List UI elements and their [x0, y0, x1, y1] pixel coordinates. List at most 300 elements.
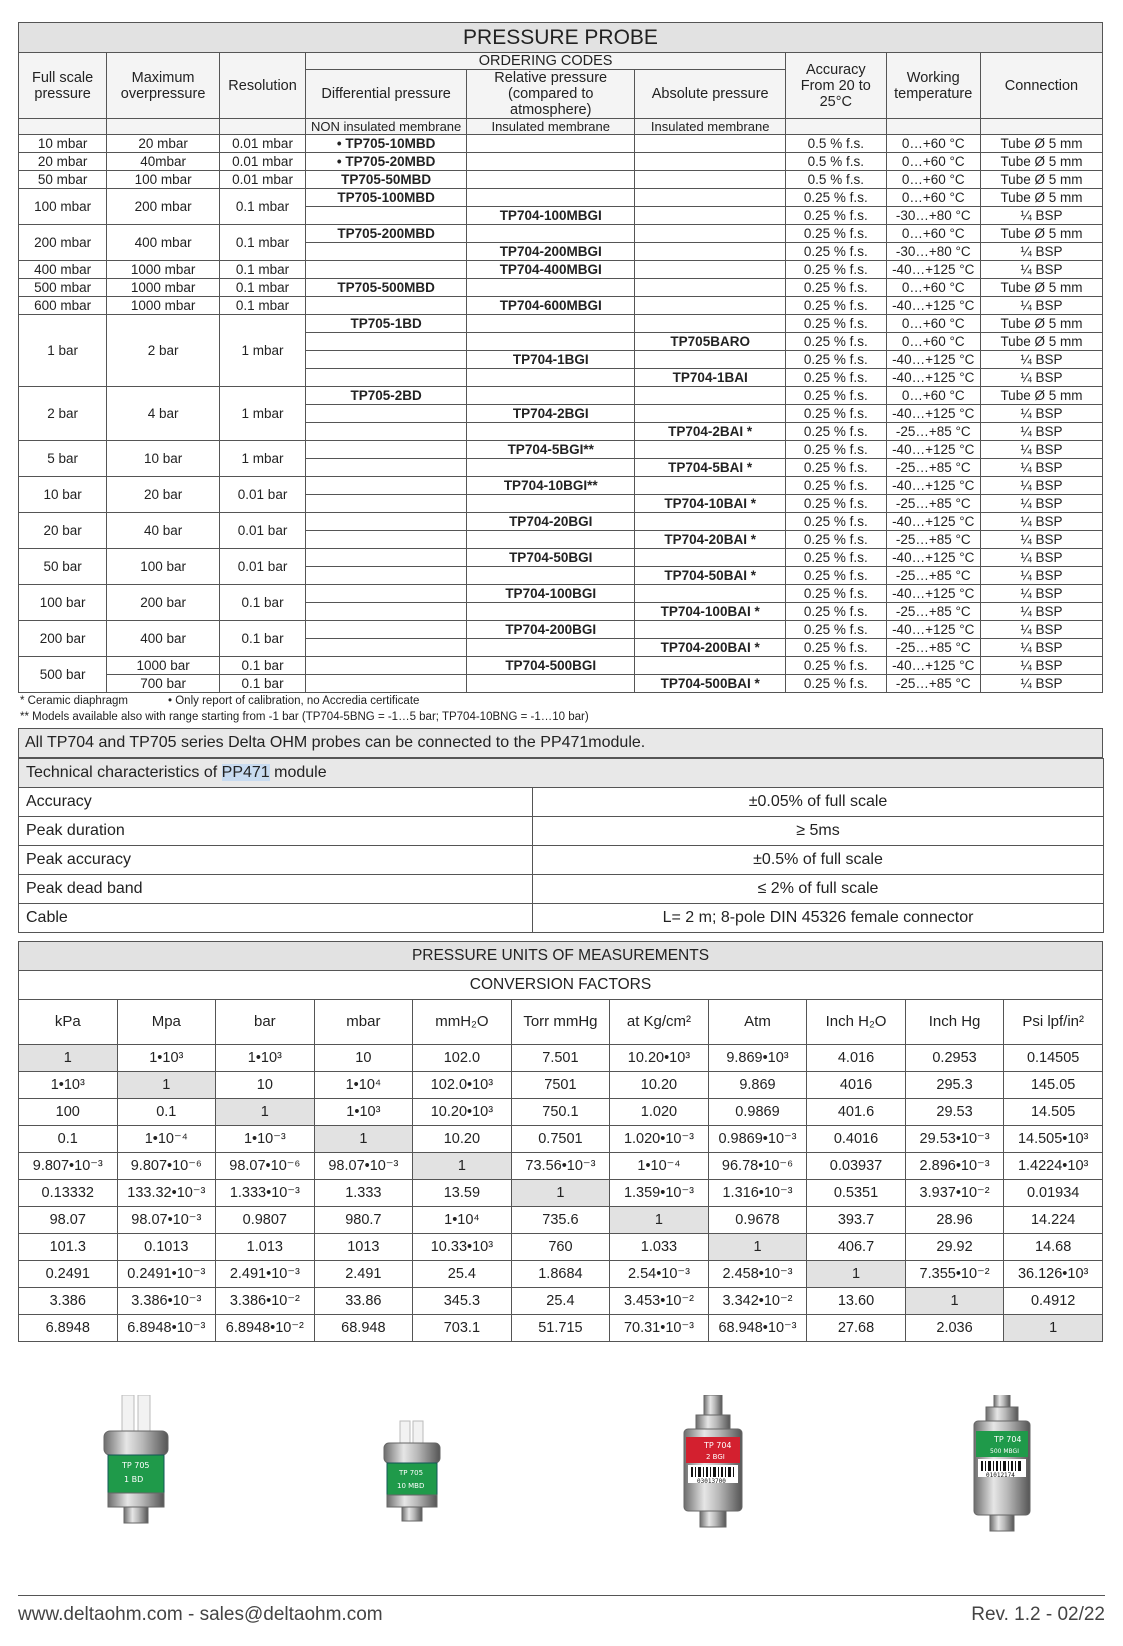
- cell-differential-code: [306, 603, 467, 621]
- cell-absolute-code: [635, 297, 786, 315]
- conversion-cell: 1: [19, 1045, 118, 1072]
- table-row: [19, 387, 1103, 405]
- note-calibration: • Only report of calibration, no Accredia certificate: [168, 695, 420, 707]
- cell-absolute-code: TP705BARO: [635, 333, 786, 351]
- unit-header: Inch Hg: [905, 1000, 1004, 1045]
- conversion-cell: 29.53•10⁻³: [905, 1126, 1004, 1153]
- tech-label: Accuracy: [19, 788, 533, 817]
- conversion-cell: 1.8684: [511, 1261, 610, 1288]
- cell-accuracy: 0.25 % f.s.: [786, 279, 887, 297]
- cell-temperature: 0…+60 °C: [886, 189, 980, 207]
- cell-absolute-code: [635, 189, 786, 207]
- conversion-cell: 0.9678: [708, 1207, 807, 1234]
- cell-full-scale: 1 bar: [19, 315, 107, 387]
- cell-overpressure: 1000 mbar: [107, 297, 220, 315]
- cell-absolute-code: [635, 153, 786, 171]
- conversion-row: [19, 1315, 1103, 1342]
- conversion-table: [18, 941, 1103, 1342]
- cell-overpressure: 40mbar: [107, 153, 220, 171]
- cell-accuracy: 0.25 % f.s.: [786, 657, 887, 675]
- conversion-cell: 1.4224•10³: [1004, 1153, 1103, 1180]
- conversion-cell: 1.013: [216, 1234, 315, 1261]
- cell-differential-code: TP705-500MBD: [306, 279, 467, 297]
- cell-absolute-code: TP704-1BAI: [635, 369, 786, 387]
- col-differential: Differential pressure: [306, 70, 467, 119]
- cell-temperature: 0…+60 °C: [886, 171, 980, 189]
- probe3-label2: 2 BGI: [706, 1453, 725, 1461]
- cell-differential-code: [306, 441, 467, 459]
- conversion-cell: 14.505: [1004, 1099, 1103, 1126]
- cell-absolute-code: [635, 387, 786, 405]
- cell-resolution: 1 mbar: [219, 315, 305, 387]
- cell-resolution: 0.01 mbar: [219, 171, 305, 189]
- conversion-cell: 9.807•10⁻³: [19, 1153, 118, 1180]
- conversion-cell: 4.016: [807, 1045, 906, 1072]
- cell-overpressure: 200 mbar: [107, 189, 220, 225]
- cell-differential-code: • TP705-20MBD: [306, 153, 467, 171]
- cell-full-scale: 100 bar: [19, 585, 107, 621]
- cell-overpressure: 2 bar: [107, 315, 220, 387]
- cell-connection: ¼ BSP: [980, 243, 1102, 261]
- conversion-cell: 393.7: [807, 1207, 906, 1234]
- probe3-label1: TP 704: [704, 1441, 732, 1450]
- cell-absolute-code: [635, 441, 786, 459]
- tech-row: [19, 817, 1104, 846]
- table-row: [19, 261, 1103, 279]
- cell-connection: ¼ BSP: [980, 639, 1102, 657]
- cell-resolution: 0.01 bar: [219, 513, 305, 549]
- tech-label: Peak duration: [19, 817, 533, 846]
- conversion-cell: 96.78•10⁻⁶: [708, 1153, 807, 1180]
- cell-full-scale: 600 mbar: [19, 297, 107, 315]
- cell-temperature: -40…+125 °C: [886, 621, 980, 639]
- pp471-title-text: Technical characteristics of: [26, 764, 222, 781]
- conversion-cell: 3.342•10⁻²: [708, 1288, 807, 1315]
- conversion-row: [19, 1207, 1103, 1234]
- conversion-cell: 6.8948: [19, 1315, 118, 1342]
- tech-row: [19, 846, 1104, 875]
- cell-differential-code: TP705-100MBD: [306, 189, 467, 207]
- pp471-title: [19, 759, 1104, 788]
- conversion-cell: 73.56•10⁻³: [511, 1153, 610, 1180]
- unit-header: Torr mmHg: [511, 1000, 610, 1045]
- cell-connection: ¼ BSP: [980, 261, 1102, 279]
- conversion-cell: 760: [511, 1234, 610, 1261]
- cell-relative-code: [467, 531, 635, 549]
- conversion-cell: 1•10³: [314, 1099, 413, 1126]
- cell-absolute-code: TP704-500BAI *: [635, 675, 786, 693]
- cell-connection: Tube Ø 5 mm: [980, 225, 1102, 243]
- cell-overpressure: 700 bar: [107, 675, 220, 693]
- cell-temperature: -40…+125 °C: [886, 297, 980, 315]
- conversion-cell: 0.9869: [708, 1099, 807, 1126]
- cell-relative-code: TP704-100BGI: [467, 585, 635, 603]
- cell-relative-code: [467, 567, 635, 585]
- conversion-cell: 10.20•10³: [610, 1045, 709, 1072]
- tech-label: Peak accuracy: [19, 846, 533, 875]
- cell-resolution: 0.01 bar: [219, 477, 305, 513]
- col-resolution: Resolution: [219, 53, 305, 119]
- pp471-rows: [19, 788, 1104, 933]
- cell-relative-code: TP704-400MBGI: [467, 261, 635, 279]
- conversion-cell: 1: [905, 1288, 1004, 1315]
- cell-accuracy: 0.25 % f.s.: [786, 243, 887, 261]
- cell-full-scale: 200 mbar: [19, 225, 107, 261]
- cell-full-scale: 400 mbar: [19, 261, 107, 279]
- conversion-cell: 1•10⁻³: [216, 1126, 315, 1153]
- cell-temperature: 0…+60 °C: [886, 135, 980, 153]
- cell-absolute-code: [635, 207, 786, 225]
- conversion-cell: 1013: [314, 1234, 413, 1261]
- cell-connection: ¼ BSP: [980, 549, 1102, 567]
- cell-accuracy: 0.5 % f.s.: [786, 153, 887, 171]
- cell-connection: Tube Ø 5 mm: [980, 153, 1102, 171]
- conversion-cell: 29.53: [905, 1099, 1004, 1126]
- conversion-cell: 0.01934: [1004, 1180, 1103, 1207]
- cell-connection: ¼ BSP: [980, 207, 1102, 225]
- conversion-subtitle: CONVERSION FACTORS: [19, 971, 1103, 1000]
- table-row: [19, 315, 1103, 333]
- conversion-cell: 2.896•10⁻³: [905, 1153, 1004, 1180]
- conversion-cell: 0.4912: [1004, 1288, 1103, 1315]
- col-temperature: Working temperature: [886, 53, 980, 119]
- cell-resolution: 0.1 bar: [219, 657, 305, 675]
- cell-connection: ¼ BSP: [980, 621, 1102, 639]
- cell-connection: Tube Ø 5 mm: [980, 189, 1102, 207]
- table-row: [19, 621, 1103, 639]
- unit-header: kPa: [19, 1000, 118, 1045]
- conversion-cell: 1.020: [610, 1099, 709, 1126]
- units-header-row: [19, 1000, 1103, 1045]
- cell-connection: ¼ BSP: [980, 477, 1102, 495]
- conversion-cell: 1: [1004, 1315, 1103, 1342]
- cell-full-scale: 10 bar: [19, 477, 107, 513]
- tech-value: ±0.05% of full scale: [533, 788, 1104, 817]
- cell-accuracy: 0.25 % f.s.: [786, 567, 887, 585]
- table-row: [19, 225, 1103, 243]
- cell-relative-code: TP704-1BGI: [467, 351, 635, 369]
- conversion-row: [19, 1234, 1103, 1261]
- cell-relative-code: TP704-10BGI**: [467, 477, 635, 495]
- cell-differential-code: [306, 477, 467, 495]
- cell-accuracy: 0.25 % f.s.: [786, 297, 887, 315]
- cell-overpressure: 200 bar: [107, 585, 220, 621]
- conversion-row: [19, 1126, 1103, 1153]
- conversion-cell: 295.3: [905, 1072, 1004, 1099]
- cell-differential-code: [306, 657, 467, 675]
- conversion-cell: 10: [216, 1072, 315, 1099]
- footer-contact[interactable]: www.deltaohm.com - sales@deltaohm.com: [18, 1604, 383, 1625]
- cell-relative-code: TP704-100MBGI: [467, 207, 635, 225]
- cell-connection: ¼ BSP: [980, 531, 1102, 549]
- cell-accuracy: 0.25 % f.s.: [786, 459, 887, 477]
- tech-row: [19, 875, 1104, 904]
- cell-temperature: 0…+60 °C: [886, 315, 980, 333]
- conversion-cell: 0.2491•10⁻³: [117, 1261, 216, 1288]
- cell-full-scale: 5 bar: [19, 441, 107, 477]
- conversion-cell: 750.1: [511, 1099, 610, 1126]
- conversion-cell: 735.6: [511, 1207, 610, 1234]
- conversion-cell: 4016: [807, 1072, 906, 1099]
- cell-relative-code: TP704-500BGI: [467, 657, 635, 675]
- cell-differential-code: [306, 621, 467, 639]
- cell-differential-code: [306, 675, 467, 693]
- cell-accuracy: 0.25 % f.s.: [786, 585, 887, 603]
- conversion-cell: 10.33•10³: [413, 1234, 512, 1261]
- conversion-cell: 28.96: [905, 1207, 1004, 1234]
- probe-photo-tp705-10mbd: [384, 1421, 440, 1521]
- cell-full-scale: 500 mbar: [19, 279, 107, 297]
- pp471-banner: All TP704 and TP705 series Delta OHM probes can be connected to the PP471module.: [18, 728, 1103, 758]
- cell-accuracy: 0.25 % f.s.: [786, 189, 887, 207]
- cell-absolute-code: [635, 585, 786, 603]
- table-row: [19, 153, 1103, 171]
- table-row: [19, 441, 1103, 459]
- conversion-cell: 1•10³: [117, 1045, 216, 1072]
- cell-absolute-code: [635, 261, 786, 279]
- cell-temperature: -25…+85 °C: [886, 567, 980, 585]
- conversion-cell: 2.54•10⁻³: [610, 1261, 709, 1288]
- cell-connection: ¼ BSP: [980, 405, 1102, 423]
- cell-accuracy: 0.25 % f.s.: [786, 225, 887, 243]
- cell-resolution: 0.1 mbar: [219, 189, 305, 225]
- conversion-cell: 2.036: [905, 1315, 1004, 1342]
- cell-connection: ¼ BSP: [980, 513, 1102, 531]
- cell-accuracy: 0.25 % f.s.: [786, 639, 887, 657]
- tech-label: Cable: [19, 904, 533, 933]
- cell-relative-code: [467, 639, 635, 657]
- sub-relative: Insulated membrane: [467, 119, 635, 135]
- col-relative: Relative pressure (compared to atmosphere): [467, 70, 635, 119]
- conversion-cell: 1: [117, 1072, 216, 1099]
- cell-absolute-code: [635, 351, 786, 369]
- cell-accuracy: 0.25 % f.s.: [786, 441, 887, 459]
- cell-relative-code: [467, 369, 635, 387]
- cell-differential-code: [306, 549, 467, 567]
- table-title: PRESSURE PROBE: [19, 23, 1103, 53]
- cell-overpressure: 400 mbar: [107, 225, 220, 261]
- page: [18, 22, 1103, 1342]
- conversion-cell: 1.333•10⁻³: [216, 1180, 315, 1207]
- cell-connection: Tube Ø 5 mm: [980, 171, 1102, 189]
- cell-relative-code: TP704-200BGI: [467, 621, 635, 639]
- cell-temperature: -40…+125 °C: [886, 477, 980, 495]
- table-row: [19, 297, 1103, 315]
- cell-temperature: -40…+125 °C: [886, 405, 980, 423]
- cell-overpressure: 4 bar: [107, 387, 220, 441]
- conversion-cell: 1•10⁻⁴: [117, 1126, 216, 1153]
- cell-full-scale: 500 bar: [19, 657, 107, 693]
- cell-connection: ¼ BSP: [980, 585, 1102, 603]
- conversion-cell: 1•10³: [216, 1045, 315, 1072]
- cell-overpressure: 1000 mbar: [107, 279, 220, 297]
- cell-differential-code: [306, 531, 467, 549]
- unit-header: Inch H₂O: [807, 1000, 906, 1045]
- conversion-cell: 1: [413, 1153, 512, 1180]
- conversion-cell: 401.6: [807, 1099, 906, 1126]
- cell-connection: ¼ BSP: [980, 369, 1102, 387]
- conversion-cell: 1.359•10⁻³: [610, 1180, 709, 1207]
- cell-absolute-code: [635, 243, 786, 261]
- cell-resolution: 0.1 mbar: [219, 261, 305, 279]
- pp471-highlight[interactable]: PP471: [221, 764, 270, 781]
- probe2-label1: TP 705: [399, 1469, 424, 1477]
- conversion-cell: 102.0•10³: [413, 1072, 512, 1099]
- conversion-cell: 102.0: [413, 1045, 512, 1072]
- conversion-cell: 1: [610, 1207, 709, 1234]
- conversion-cell: 3.386•10⁻²: [216, 1288, 315, 1315]
- cell-temperature: 0…+60 °C: [886, 333, 980, 351]
- cell-differential-code: [306, 207, 467, 225]
- cell-differential-code: TP705-1BD: [306, 315, 467, 333]
- cell-full-scale: 20 mbar: [19, 153, 107, 171]
- conversion-cell: 100: [19, 1099, 118, 1126]
- footer-revision: Rev. 1.2 - 02/22: [971, 1604, 1105, 1625]
- cell-temperature: -40…+125 °C: [886, 351, 980, 369]
- cell-temperature: 0…+60 °C: [886, 153, 980, 171]
- conversion-cell: 14.505•10³: [1004, 1126, 1103, 1153]
- cell-overpressure: 400 bar: [107, 621, 220, 657]
- tech-value: ≤ 2% of full scale: [533, 875, 1104, 904]
- conversion-cell: 6.8948•10⁻²: [216, 1315, 315, 1342]
- cell-resolution: 0.1 mbar: [219, 225, 305, 261]
- cell-temperature: -25…+85 °C: [886, 603, 980, 621]
- cell-differential-code: TP705-2BD: [306, 387, 467, 405]
- cell-resolution: 0.1 bar: [219, 585, 305, 621]
- conversion-cell: 1: [807, 1261, 906, 1288]
- cell-relative-code: TP704-200MBGI: [467, 243, 635, 261]
- conversion-cell: 2.491•10⁻³: [216, 1261, 315, 1288]
- cell-absolute-code: [635, 405, 786, 423]
- conversion-cell: 0.7501: [511, 1126, 610, 1153]
- conversion-cell: 10.20: [610, 1072, 709, 1099]
- cell-temperature: -25…+85 °C: [886, 459, 980, 477]
- conversion-cell: 0.2491: [19, 1261, 118, 1288]
- cell-accuracy: 0.25 % f.s.: [786, 207, 887, 225]
- cell-full-scale: 20 bar: [19, 513, 107, 549]
- conversion-cell: 1.316•10⁻³: [708, 1180, 807, 1207]
- conversion-cell: 29.92: [905, 1234, 1004, 1261]
- conversion-cell: 3.386: [19, 1288, 118, 1315]
- cell-accuracy: 0.25 % f.s.: [786, 549, 887, 567]
- cell-absolute-code: TP704-20BAI *: [635, 531, 786, 549]
- cell-connection: ¼ BSP: [980, 459, 1102, 477]
- cell-absolute-code: [635, 225, 786, 243]
- tech-value: ±0.5% of full scale: [533, 846, 1104, 875]
- cell-connection: ¼ BSP: [980, 495, 1102, 513]
- cell-relative-code: [467, 333, 635, 351]
- cell-relative-code: [467, 153, 635, 171]
- conversion-cell: 1•10³: [19, 1072, 118, 1099]
- conversion-cell: 13.60: [807, 1288, 906, 1315]
- cell-connection: ¼ BSP: [980, 603, 1102, 621]
- cell-differential-code: [306, 423, 467, 441]
- cell-differential-code: [306, 243, 467, 261]
- cell-connection: Tube Ø 5 mm: [980, 279, 1102, 297]
- conversion-cell: 1•10⁻⁴: [610, 1153, 709, 1180]
- conversion-cell: 7501: [511, 1072, 610, 1099]
- cell-accuracy: 0.25 % f.s.: [786, 423, 887, 441]
- cell-relative-code: [467, 603, 635, 621]
- tech-row: [19, 788, 1104, 817]
- cell-accuracy: 0.25 % f.s.: [786, 387, 887, 405]
- pp471-table: [18, 758, 1104, 933]
- cell-connection: ¼ BSP: [980, 567, 1102, 585]
- cell-relative-code: [467, 279, 635, 297]
- cell-connection: Tube Ø 5 mm: [980, 135, 1102, 153]
- conversion-cell: 2.491: [314, 1261, 413, 1288]
- cell-temperature: 0…+60 °C: [886, 225, 980, 243]
- conversion-cell: 1.020•10⁻³: [610, 1126, 709, 1153]
- cell-temperature: -25…+85 °C: [886, 495, 980, 513]
- cell-full-scale: 200 bar: [19, 621, 107, 657]
- cell-differential-code: [306, 369, 467, 387]
- conversion-cell: 36.126•10³: [1004, 1261, 1103, 1288]
- cell-accuracy: 0.5 % f.s.: [786, 171, 887, 189]
- conversion-cell: 0.2953: [905, 1045, 1004, 1072]
- cell-differential-code: • TP705-10MBD: [306, 135, 467, 153]
- conversion-row: [19, 1045, 1103, 1072]
- probe3-barcode: 03013700: [697, 1478, 726, 1485]
- probe4-barcode: 01012174: [986, 1472, 1015, 1479]
- unit-header: Atm: [708, 1000, 807, 1045]
- cell-absolute-code: [635, 315, 786, 333]
- cell-accuracy: 0.25 % f.s.: [786, 477, 887, 495]
- cell-connection: Tube Ø 5 mm: [980, 333, 1102, 351]
- tech-value: ≥ 5ms: [533, 817, 1104, 846]
- tech-value: L= 2 m; 8-pole DIN 45326 female connector: [533, 904, 1104, 933]
- unit-header: at Kg/cm²: [610, 1000, 709, 1045]
- probe4-label1: TP 704: [994, 1435, 1022, 1444]
- conversion-cell: 1•10⁴: [314, 1072, 413, 1099]
- cell-relative-code: [467, 459, 635, 477]
- cell-differential-code: [306, 333, 467, 351]
- cell-absolute-code: TP704-5BAI *: [635, 459, 786, 477]
- cell-relative-code: [467, 675, 635, 693]
- cell-temperature: -25…+85 °C: [886, 639, 980, 657]
- cell-differential-code: [306, 567, 467, 585]
- conversion-row: [19, 1099, 1103, 1126]
- cell-overpressure: 1000 bar: [107, 657, 220, 675]
- cell-differential-code: [306, 351, 467, 369]
- cell-resolution: 0.1 mbar: [219, 279, 305, 297]
- conversion-cell: 70.31•10⁻³: [610, 1315, 709, 1342]
- conversion-cell: 133.32•10⁻³: [117, 1180, 216, 1207]
- unit-header: mbar: [314, 1000, 413, 1045]
- unit-header: Psi lpf/in²: [1004, 1000, 1103, 1045]
- cell-accuracy: 0.25 % f.s.: [786, 603, 887, 621]
- cell-accuracy: 0.25 % f.s.: [786, 513, 887, 531]
- probe-rows: [19, 135, 1103, 693]
- conversion-cell: 2.458•10⁻³: [708, 1261, 807, 1288]
- cell-temperature: -40…+125 °C: [886, 549, 980, 567]
- probe1-label2: 1 BD: [124, 1475, 144, 1484]
- conversion-cell: 68.948•10⁻³: [708, 1315, 807, 1342]
- table-row: [19, 657, 1103, 675]
- tech-row: [19, 904, 1104, 933]
- conversion-cell: 98.07•10⁻⁶: [216, 1153, 315, 1180]
- cell-overpressure: 100 bar: [107, 549, 220, 585]
- conversion-cell: 0.9807: [216, 1207, 315, 1234]
- footer: [18, 1595, 1105, 1625]
- cell-connection: Tube Ø 5 mm: [980, 387, 1102, 405]
- cell-overpressure: 20 mbar: [107, 135, 220, 153]
- conversion-cell: 6.8948•10⁻³: [117, 1315, 216, 1342]
- conversion-cell: 980.7: [314, 1207, 413, 1234]
- conversion-cell: 33.86: [314, 1288, 413, 1315]
- cell-temperature: -25…+85 °C: [886, 675, 980, 693]
- cell-differential-code: [306, 297, 467, 315]
